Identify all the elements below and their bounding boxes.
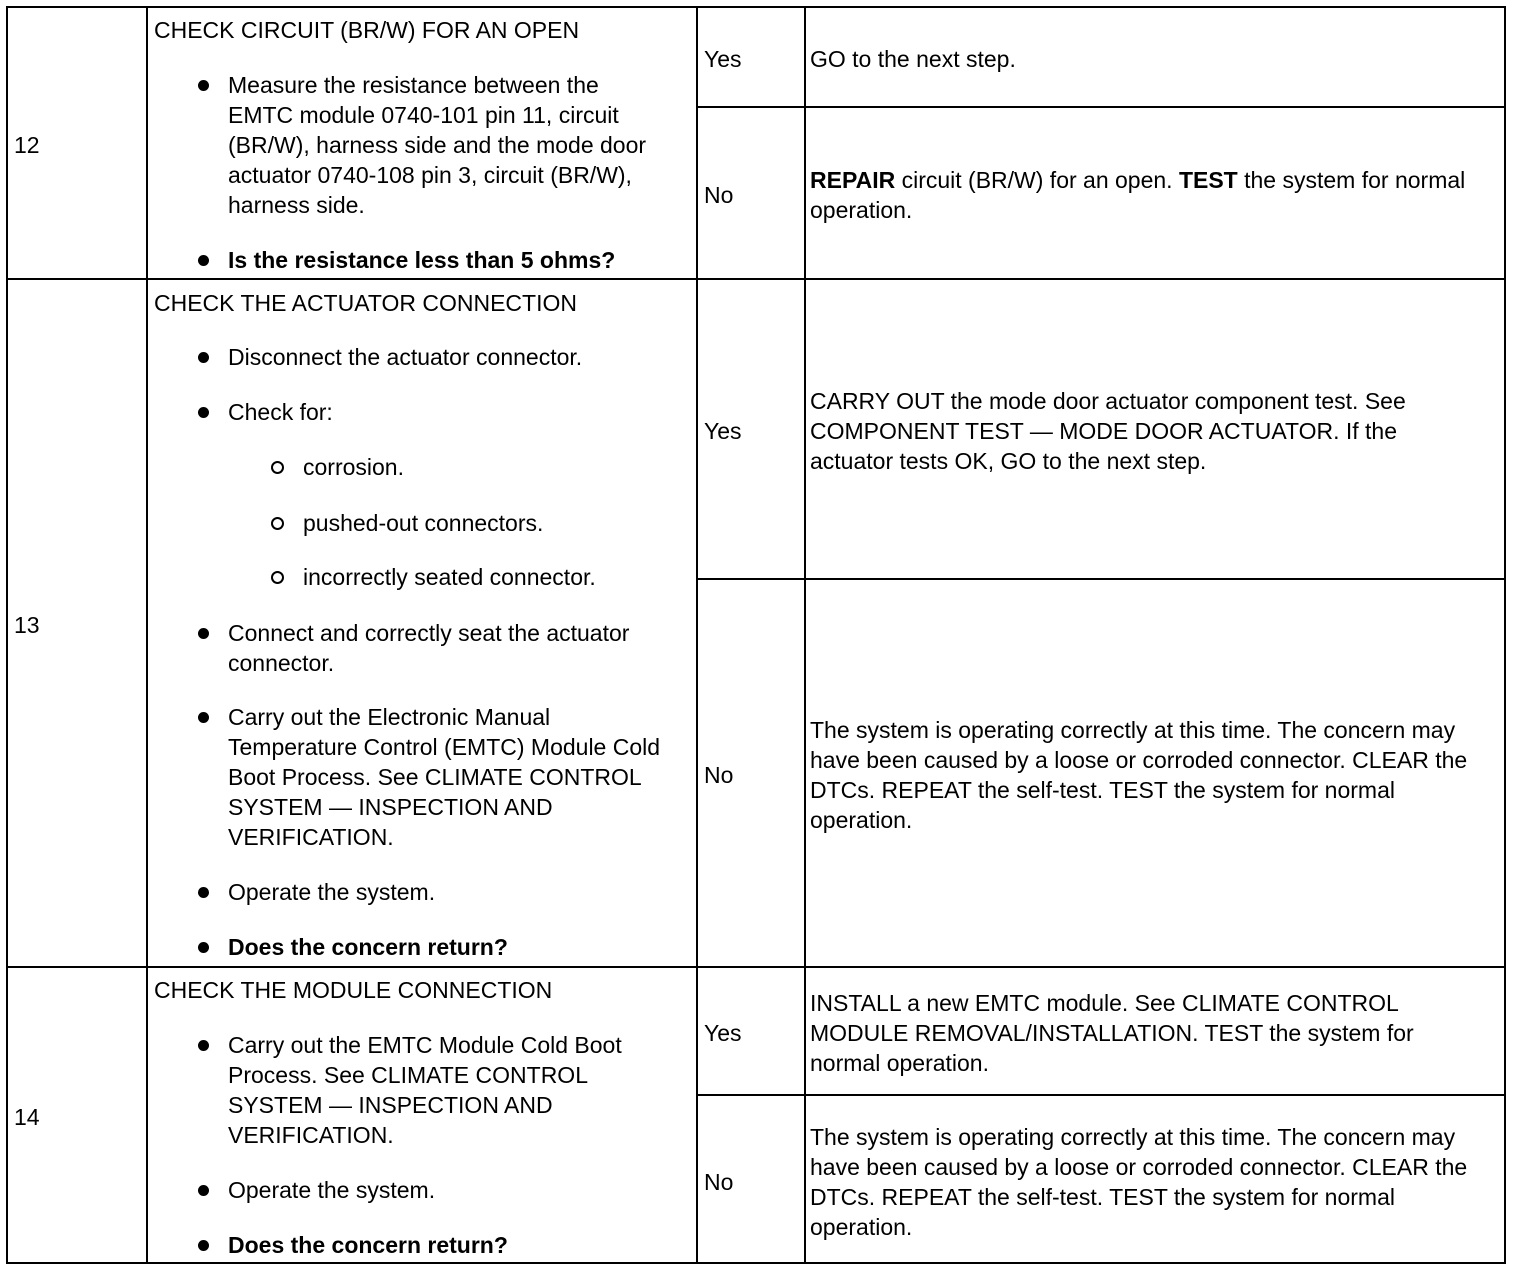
- answer-divider: [696, 578, 1504, 580]
- bullet-icon: [198, 712, 209, 723]
- bullet-icon: [198, 407, 209, 418]
- bullet-icon: [198, 1185, 209, 1196]
- bullet-icon: [198, 1240, 209, 1251]
- bullet-icon: [198, 942, 209, 953]
- step-title: CHECK CIRCUIT (BR/W) FOR AN OPEN: [154, 17, 580, 43]
- bullet-icon: [198, 1040, 209, 1051]
- yes-action: INSTALL a new EMTC module. See CLIMATE CONTROL MODULE REMOVAL/INSTALLATION. TEST the system for normal operation.: [810, 990, 1414, 1076]
- circle-bullet-icon: [271, 461, 284, 474]
- list-item: Disconnect the actuator connector.: [228, 342, 688, 372]
- list-item: Operate the system.: [228, 1175, 688, 1205]
- step-title: CHECK THE MODULE CONNECTION: [154, 977, 553, 1003]
- list-item: Carry out the EMTC Module Cold Boot Process. See CLIMATE CONTROL SYSTEM — INSPECTION AND VERIFICATION.: [228, 1030, 668, 1150]
- yes-action: GO to the next step.: [810, 46, 1016, 72]
- column-divider: [146, 8, 148, 1262]
- yes-action: CARRY OUT the mode door actuator component test. See COMPONENT TEST — MODE DOOR ACTUATOR. If the actuator tests OK, GO to the next step.: [810, 388, 1406, 474]
- bullet-icon: [198, 80, 209, 91]
- bullet-icon: [198, 255, 209, 266]
- step-number: 12: [14, 132, 40, 158]
- list-item: Carry out the Electronic Manual Temperature Control (EMTC) Module Cold Boot Process. See CLIMATE CONTROL SYSTEM — INSPECTION AND VERIFICATION.: [228, 702, 668, 852]
- no-label: No: [704, 762, 734, 788]
- diagnostic-table: [6, 6, 1506, 1264]
- list-item: Does the concern return?: [228, 1230, 688, 1260]
- list-item: Operate the system.: [228, 877, 688, 907]
- no-action: REPAIR circuit (BR/W) for an open. TEST the system for normal operation.: [810, 167, 1466, 223]
- list-item: Does the concern return?: [228, 932, 688, 962]
- no-label: No: [704, 182, 734, 208]
- yes-label: Yes: [704, 1020, 742, 1046]
- step-number: 13: [14, 612, 40, 638]
- no-label: No: [704, 1169, 734, 1195]
- list-item: Measure the resistance between the EMTC module 0740-101 pin 11, circuit (BR/W), harness side and the mode door actuator 0740-108 pin 3, circuit (BR/W), harness side.: [228, 70, 668, 220]
- bullet-icon: [198, 628, 209, 639]
- yes-label: Yes: [704, 418, 742, 444]
- sub-list-item: pushed-out connectors.: [303, 508, 693, 538]
- circle-bullet-icon: [271, 517, 284, 530]
- answer-divider: [696, 1094, 1504, 1096]
- bullet-icon: [198, 352, 209, 363]
- answer-divider: [696, 106, 1504, 108]
- circle-bullet-icon: [271, 571, 284, 584]
- column-divider: [696, 8, 698, 1262]
- list-item: Connect and correctly seat the actuator connector.: [228, 618, 678, 678]
- list-item: Check for:: [228, 397, 688, 427]
- step-number: 14: [14, 1104, 40, 1130]
- list-item: Is the resistance less than 5 ohms?: [228, 245, 688, 275]
- step-title: CHECK THE ACTUATOR CONNECTION: [154, 290, 577, 316]
- sub-list-item: corrosion.: [303, 452, 693, 482]
- bullet-icon: [198, 887, 209, 898]
- sub-list-item: incorrectly seated connector.: [303, 562, 693, 592]
- row-divider: [8, 278, 1504, 280]
- no-action: The system is operating correctly at this time. The concern may have been caused by a loose or corroded connector. CLEAR the DTCs. REPEAT the self-test. TEST the system for normal operation.: [810, 1124, 1468, 1240]
- column-divider: [804, 8, 806, 1262]
- no-action: The system is operating correctly at this time. The concern may have been caused by a loose or corroded connector. CLEAR the DTCs. REPEAT the self-test. TEST the system for normal operation.: [810, 717, 1468, 833]
- yes-label: Yes: [704, 46, 742, 72]
- row-divider: [8, 966, 1504, 968]
